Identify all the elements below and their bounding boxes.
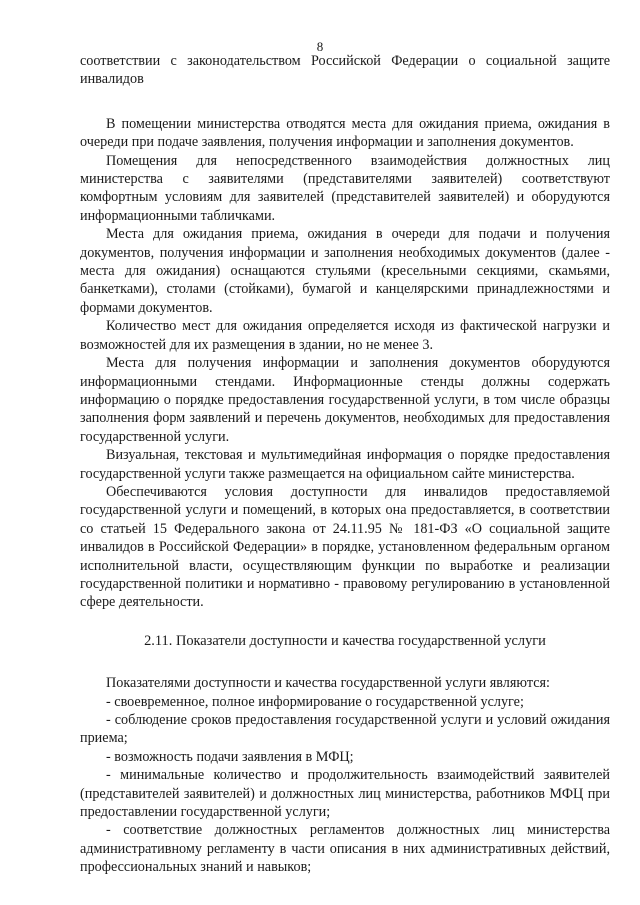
list-item: - соблюдение сроков предоставления государственной услуги и условий ожидания приема; (80, 712, 610, 747)
paragraph-info-stands: Места для получения информации и заполнения документов оборудуются информационными стендами. Информационные стенды должны содержать информацию о порядке предоставления государственной услуги, в том числе образцы заполнения форм заявлений и перечень документов, необходимых для предоставления государственной услуги. (80, 355, 610, 445)
list-item: - своевременное, полное информирование о государственной услуге; (106, 693, 524, 710)
paragraph-accessibility: Обеспечиваются условия доступности для инвалидов предоставляемой государственной услуги и помещений, в которых она предоставляется, в соответствии со статьей 15 Федерального закона от 24.11.95 № 181-ФЗ «О социальной защите инвалидов в Российской Федерации» в порядке, установленном федеральным органом исполнительной власти, осуществляющим функции по выработке и реализации государственной политики и нормативно - правовому регулированию в установленной сфере деятельности. (80, 483, 610, 611)
paragraph-continuation: соответствии с законодательством Российской Федерации о социальной защите инвалидов (80, 53, 610, 88)
paragraph-premises: Помещения для непосредственного взаимодействия должностных лиц министерства с заявителями (представителями заявителей) соответствуют комфортным условиям для заявителей (представителей заявителей) и оборудуются информационными табличками. (80, 152, 610, 224)
document-body (80, 52, 610, 877)
paragraph-waiting-equipment: Места для ожидания приема, ожидания в очереди для подачи и получения документов, получения информации и заполнения необходимых документов (далее - места для ожидания) оснащаются стульями (кресельными секциями, скамьями, банкетками), столами (стойками), бумагой и канцелярскими принадлежностями и формами документов. (80, 226, 610, 316)
list-item: - соответствие должностных регламентов должностных лиц министерства административному регламенту в части описания в них административных действий, профессиональных знаний и навыков; (80, 822, 610, 876)
list-item: - возможность подачи заявления в МФЦ; (106, 748, 354, 765)
indicators-intro: Показателями доступности и качества государственной услуги являются: (106, 675, 550, 692)
section-heading: 2.11. Показатели доступности и качества государственной услуги (144, 632, 546, 649)
list-item: - минимальные количество и продолжительность взаимодействий заявителей (представителей заявителей) и должностных лиц министерства, работников МФЦ при предоставлении государственной услуги; (80, 767, 610, 821)
page-number: 8 (316, 39, 324, 54)
paragraph-waiting-places: В помещении министерства отводятся места для ожидания приема, ожидания в очереди при подаче заявления, получения информации и заполнения документов. (80, 115, 610, 151)
paragraph-seat-count: Количество мест для ожидания определяется исходя из фактической нагрузки и возможностей для их размещения в здании, но не менее 3. (80, 318, 610, 353)
paragraph-multimedia-info: Визуальная, текстовая и мультимедийная информация о порядке предоставления государственной услуги также размещается на официальном сайте министерства. (80, 447, 610, 482)
